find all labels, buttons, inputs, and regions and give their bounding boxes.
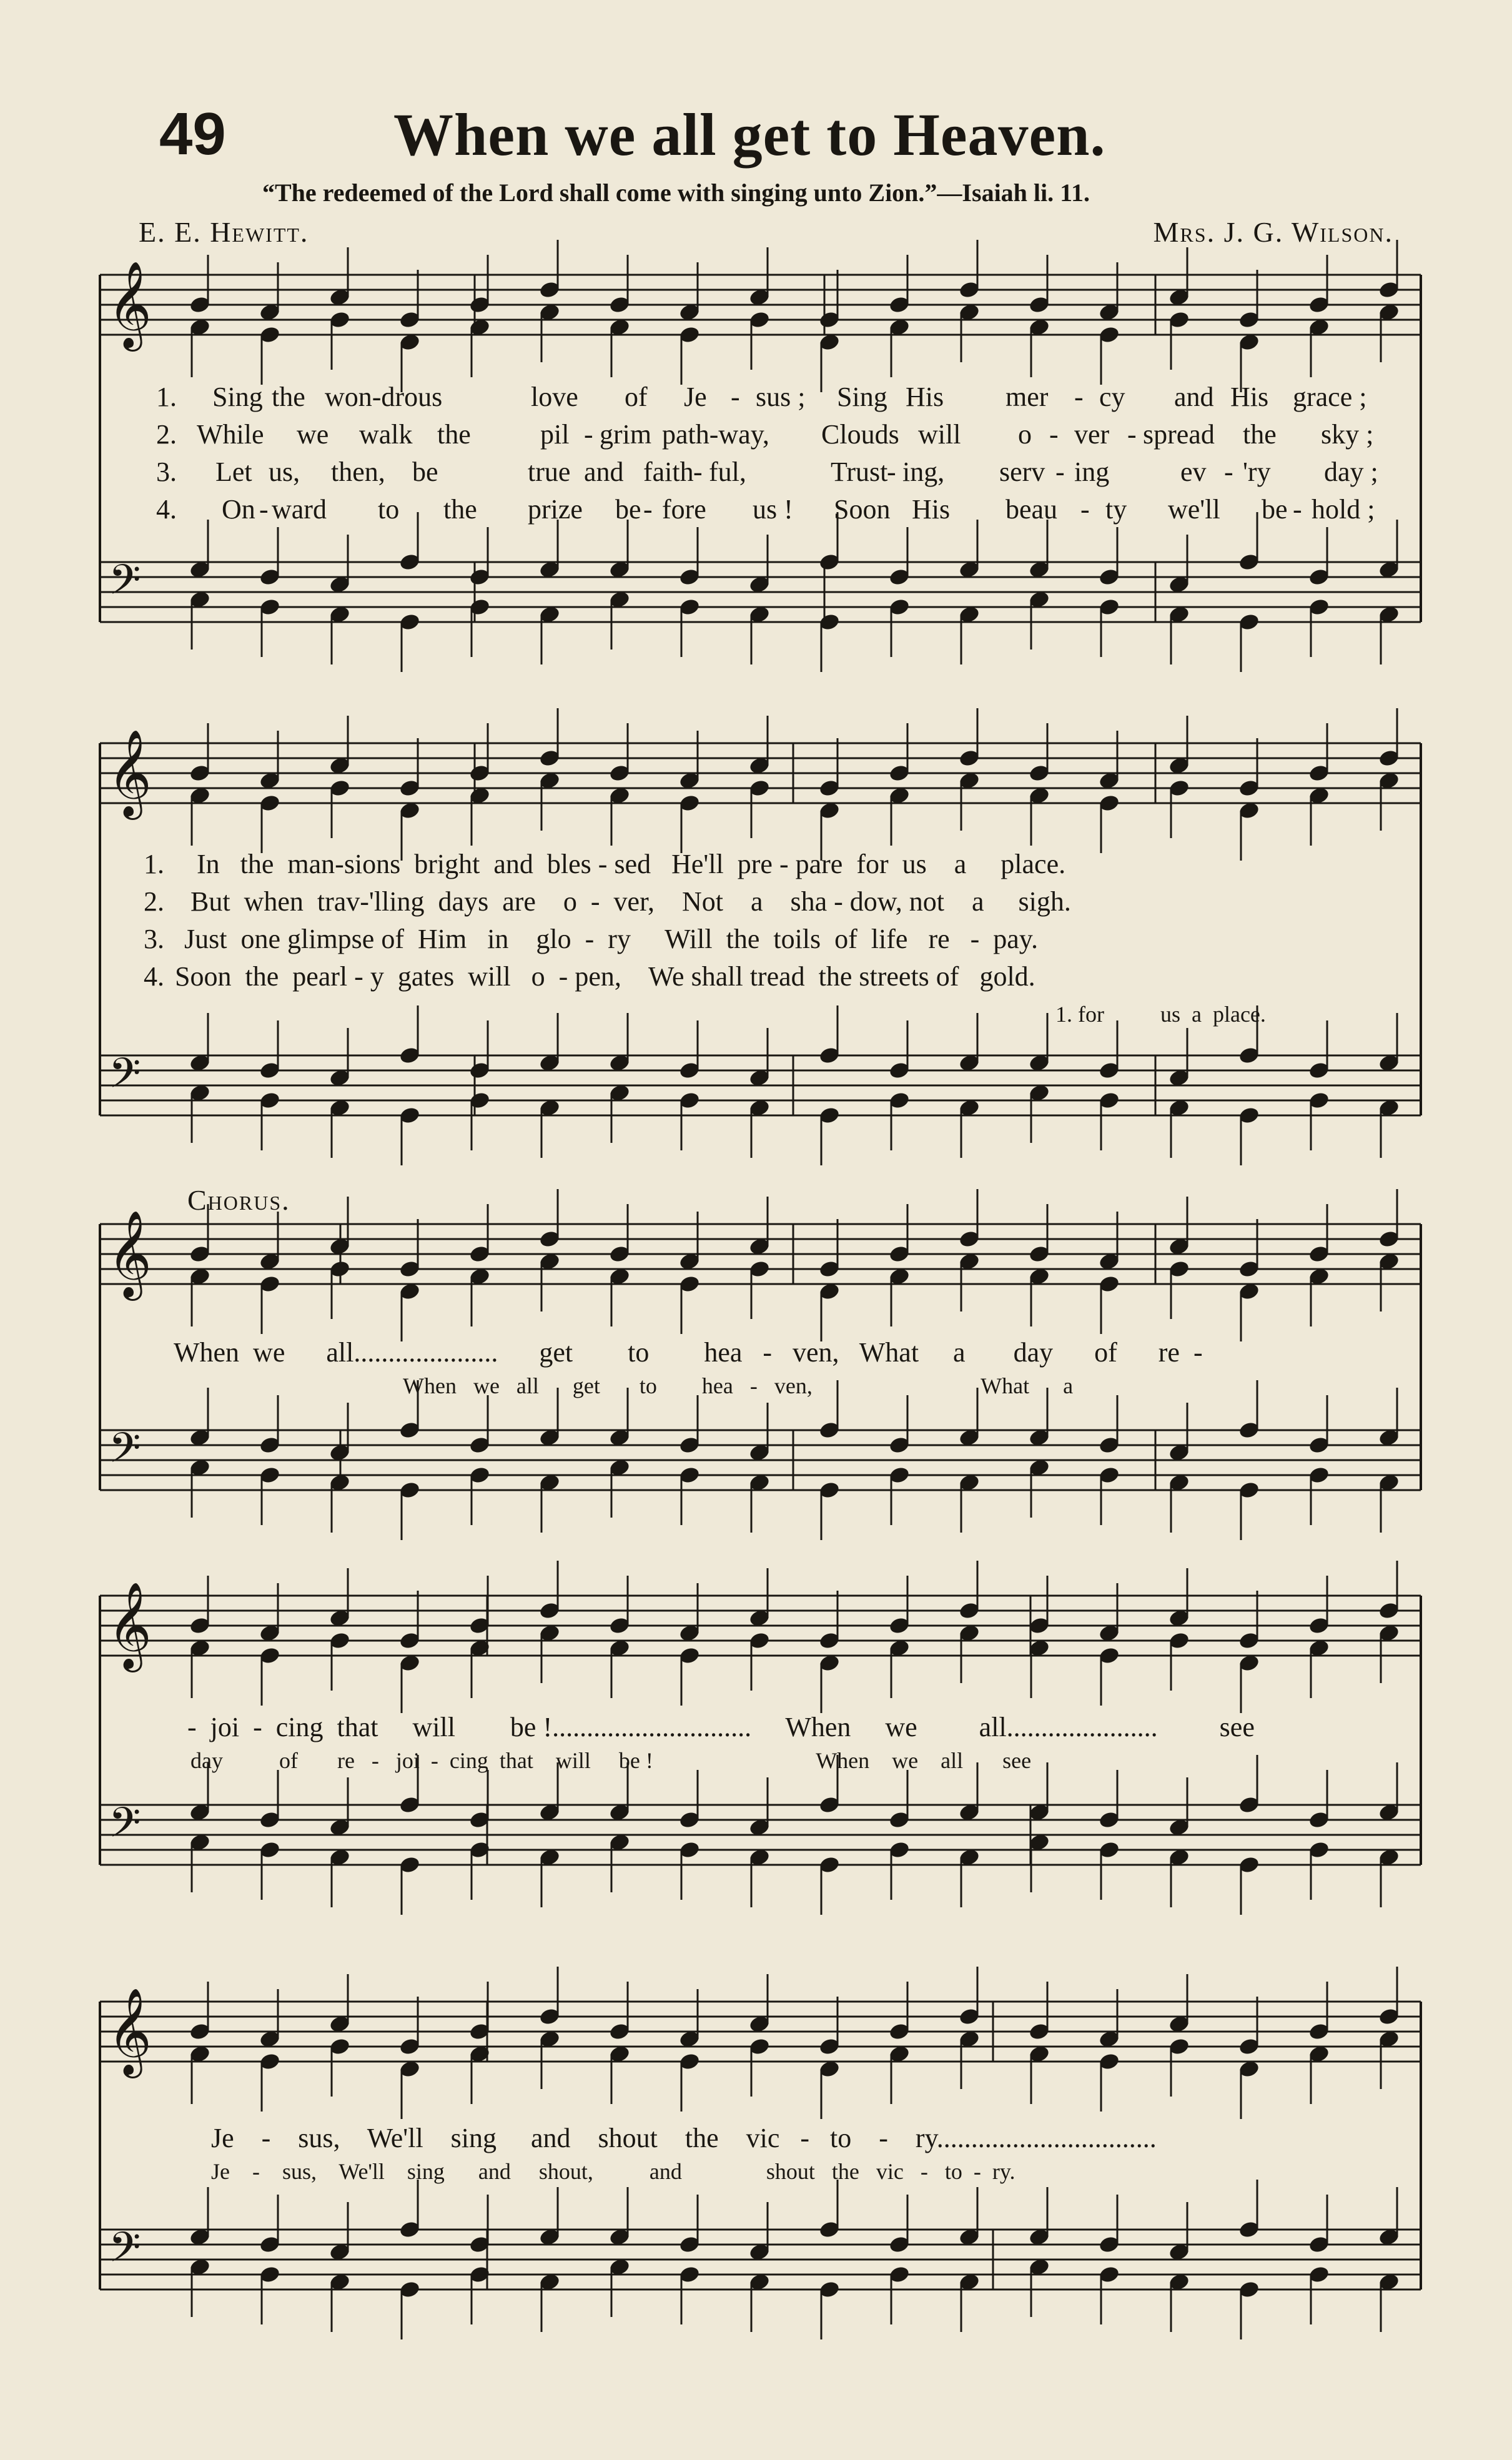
- verse-1-line-1: 1. Sing the won-drous love of Je - sus ; Sing His mer - cy and His grace ;: [156, 382, 1367, 412]
- chorus-label: Chorus.: [187, 1184, 290, 1216]
- hymn-title: When we all get to Heaven.: [393, 101, 1106, 168]
- svg-text:𝄢: 𝄢: [109, 1799, 141, 1857]
- composer-credit: Mrs. J. G. Wilson.: [1153, 216, 1393, 248]
- svg-text:𝄞: 𝄞: [107, 1988, 152, 2075]
- svg-text:𝄞: 𝄞: [107, 261, 152, 348]
- svg-text:𝄢: 𝄢: [109, 556, 141, 614]
- verse-4-line-1: 4. On - ward to the prize be - fore us ! Soon His beau - ty we'll be - hold ;: [156, 494, 1375, 525]
- svg-text:𝄢: 𝄢: [109, 2223, 141, 2281]
- verse-3-line-1: 3. Let us, then, be true and faith - ful, Trust - ing, serv - ing ev - 'ry day ;: [156, 457, 1378, 487]
- svg-text:𝄞: 𝄞: [107, 1210, 152, 1297]
- verse-2-line-1: 2. While we walk the pil - grim path-way, Clouds will o - ver - spread the sky ;: [156, 419, 1374, 450]
- svg-text:𝄞: 𝄞: [107, 1582, 152, 1669]
- epigraph: “The redeemed of the Lord shall come with singing unto Zion.”—Isaiah li. 11.: [262, 179, 1090, 207]
- hymn-number: 49: [159, 101, 226, 167]
- svg-text:𝄢: 𝄢: [109, 1424, 141, 1482]
- svg-text:𝄢: 𝄢: [109, 1049, 141, 1107]
- author-credit: E. E. Hewitt.: [139, 216, 309, 248]
- svg-text:𝄞: 𝄞: [107, 729, 152, 816]
